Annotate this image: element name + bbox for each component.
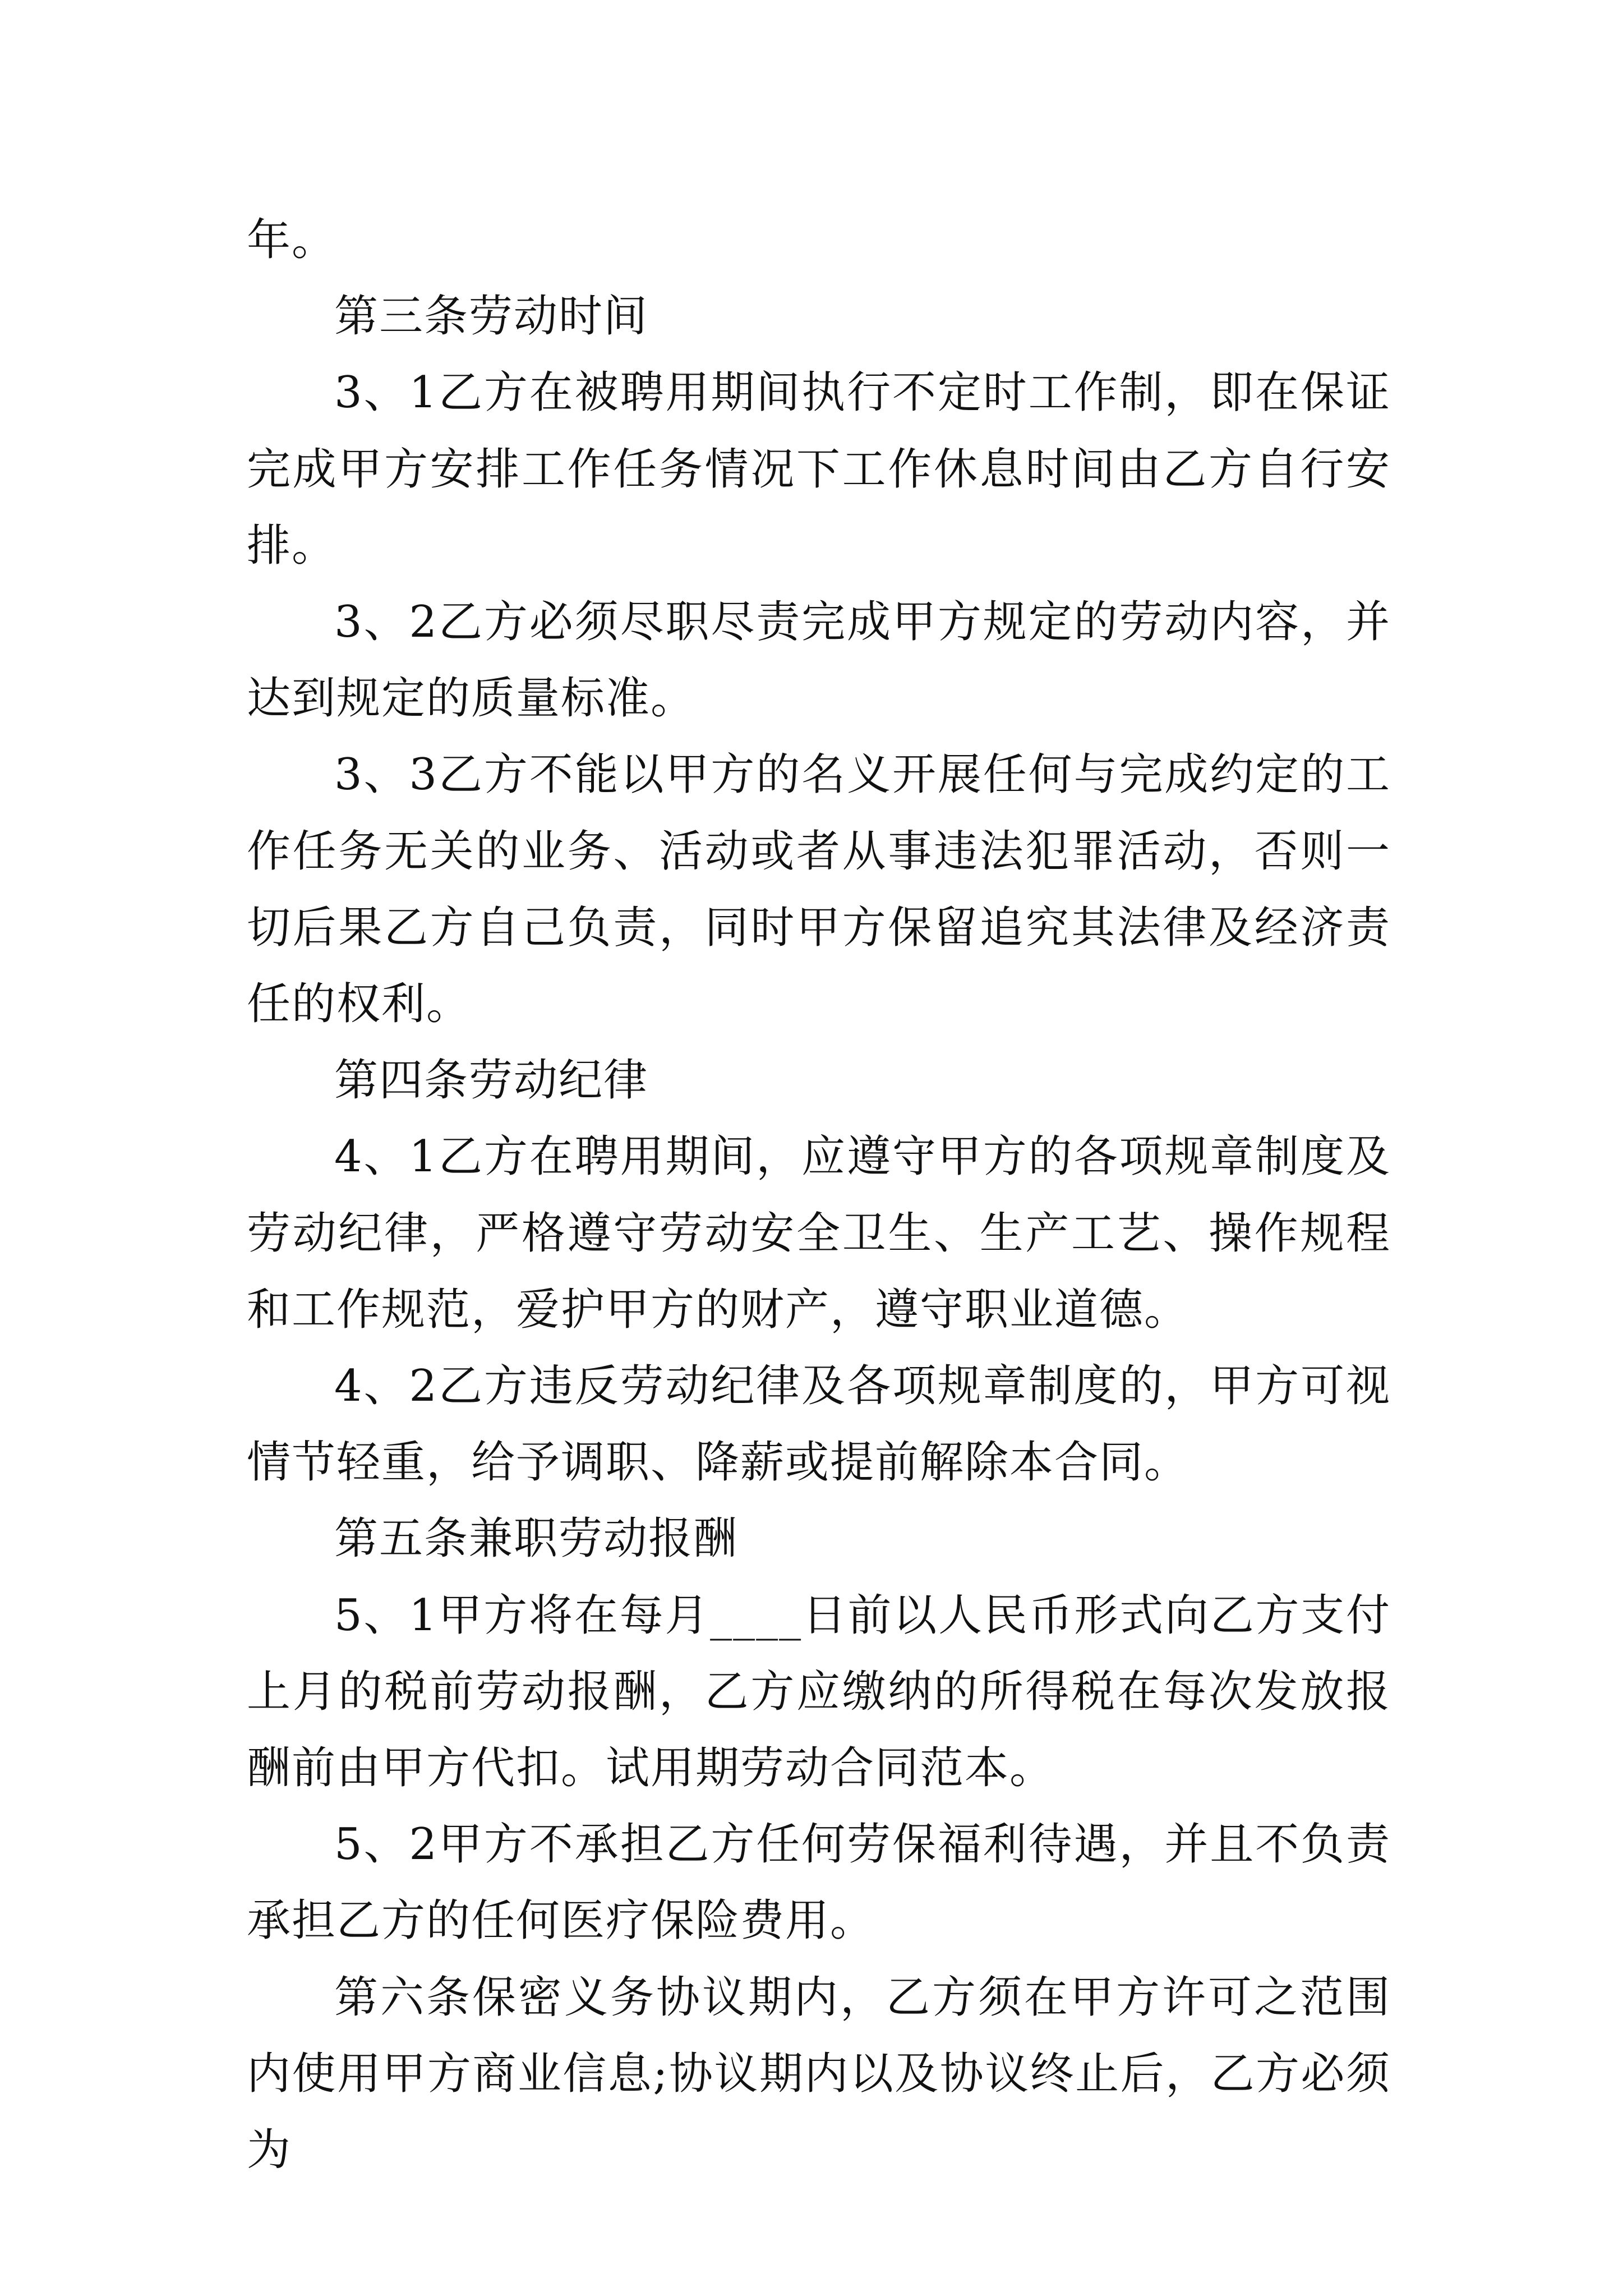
clause-4-2: 4、2乙方违反劳动纪律及各项规章制度的，甲方可视情节轻重，给予调职、降薪或提前解除本合同。 (247, 1361, 1391, 1488)
article-3-heading: 第三条劳动时间 (334, 291, 649, 342)
paragraph-continuation: 年。 (247, 215, 337, 265)
clause-5-2: 5、2甲方不承担乙方任何劳保福利待遇，并且不负责承担乙方的任何医疗保险费用。 (247, 1819, 1391, 1947)
clause-3-2: 3、2乙方必须尽职尽责完成甲方规定的劳动内容，并达到规定的质量标准。 (247, 597, 1391, 724)
clause-3-3: 3、3乙方不能以甲方的名义开展任何与完成约定的工作任务无关的业务、活动或者从事违法犯罪活动，否则一切后果乙方自己负责，同时甲方保留追究其法律及经济责任的权利。 (247, 749, 1391, 1030)
article-5-heading: 第五条兼职劳动报酬 (334, 1513, 739, 1565)
document-body (247, 202, 1391, 2188)
article-6-paragraph: 第六条保密义务协议期内，乙方须在甲方许可之范围内使用甲方商业信息;协议期内以及协议终止后，乙方必须为 (247, 1972, 1391, 2176)
clause-3-1: 3、1乙方在被聘用期间执行不定时工作制，即在保证完成甲方安排工作任务情况下工作休息时间由乙方自行安排。 (247, 367, 1391, 571)
clause-4-1: 4、1乙方在聘用期间，应遵守甲方的各项规章制度及劳动纪律，严格遵守劳动安全卫生、生产工艺、操作规程和工作规范，爱护甲方的财产，遵守职业道德。 (247, 1131, 1391, 1335)
article-4-heading: 第四条劳动纪律 (334, 1055, 649, 1106)
clause-5-1: 5、1甲方将在每月____日前以人民币形式向乙方支付上月的税前劳动报酬，乙方应缴纳的所得税在每次发放报酬前由甲方代扣。试用期劳动合同范本。 (247, 1590, 1391, 1794)
